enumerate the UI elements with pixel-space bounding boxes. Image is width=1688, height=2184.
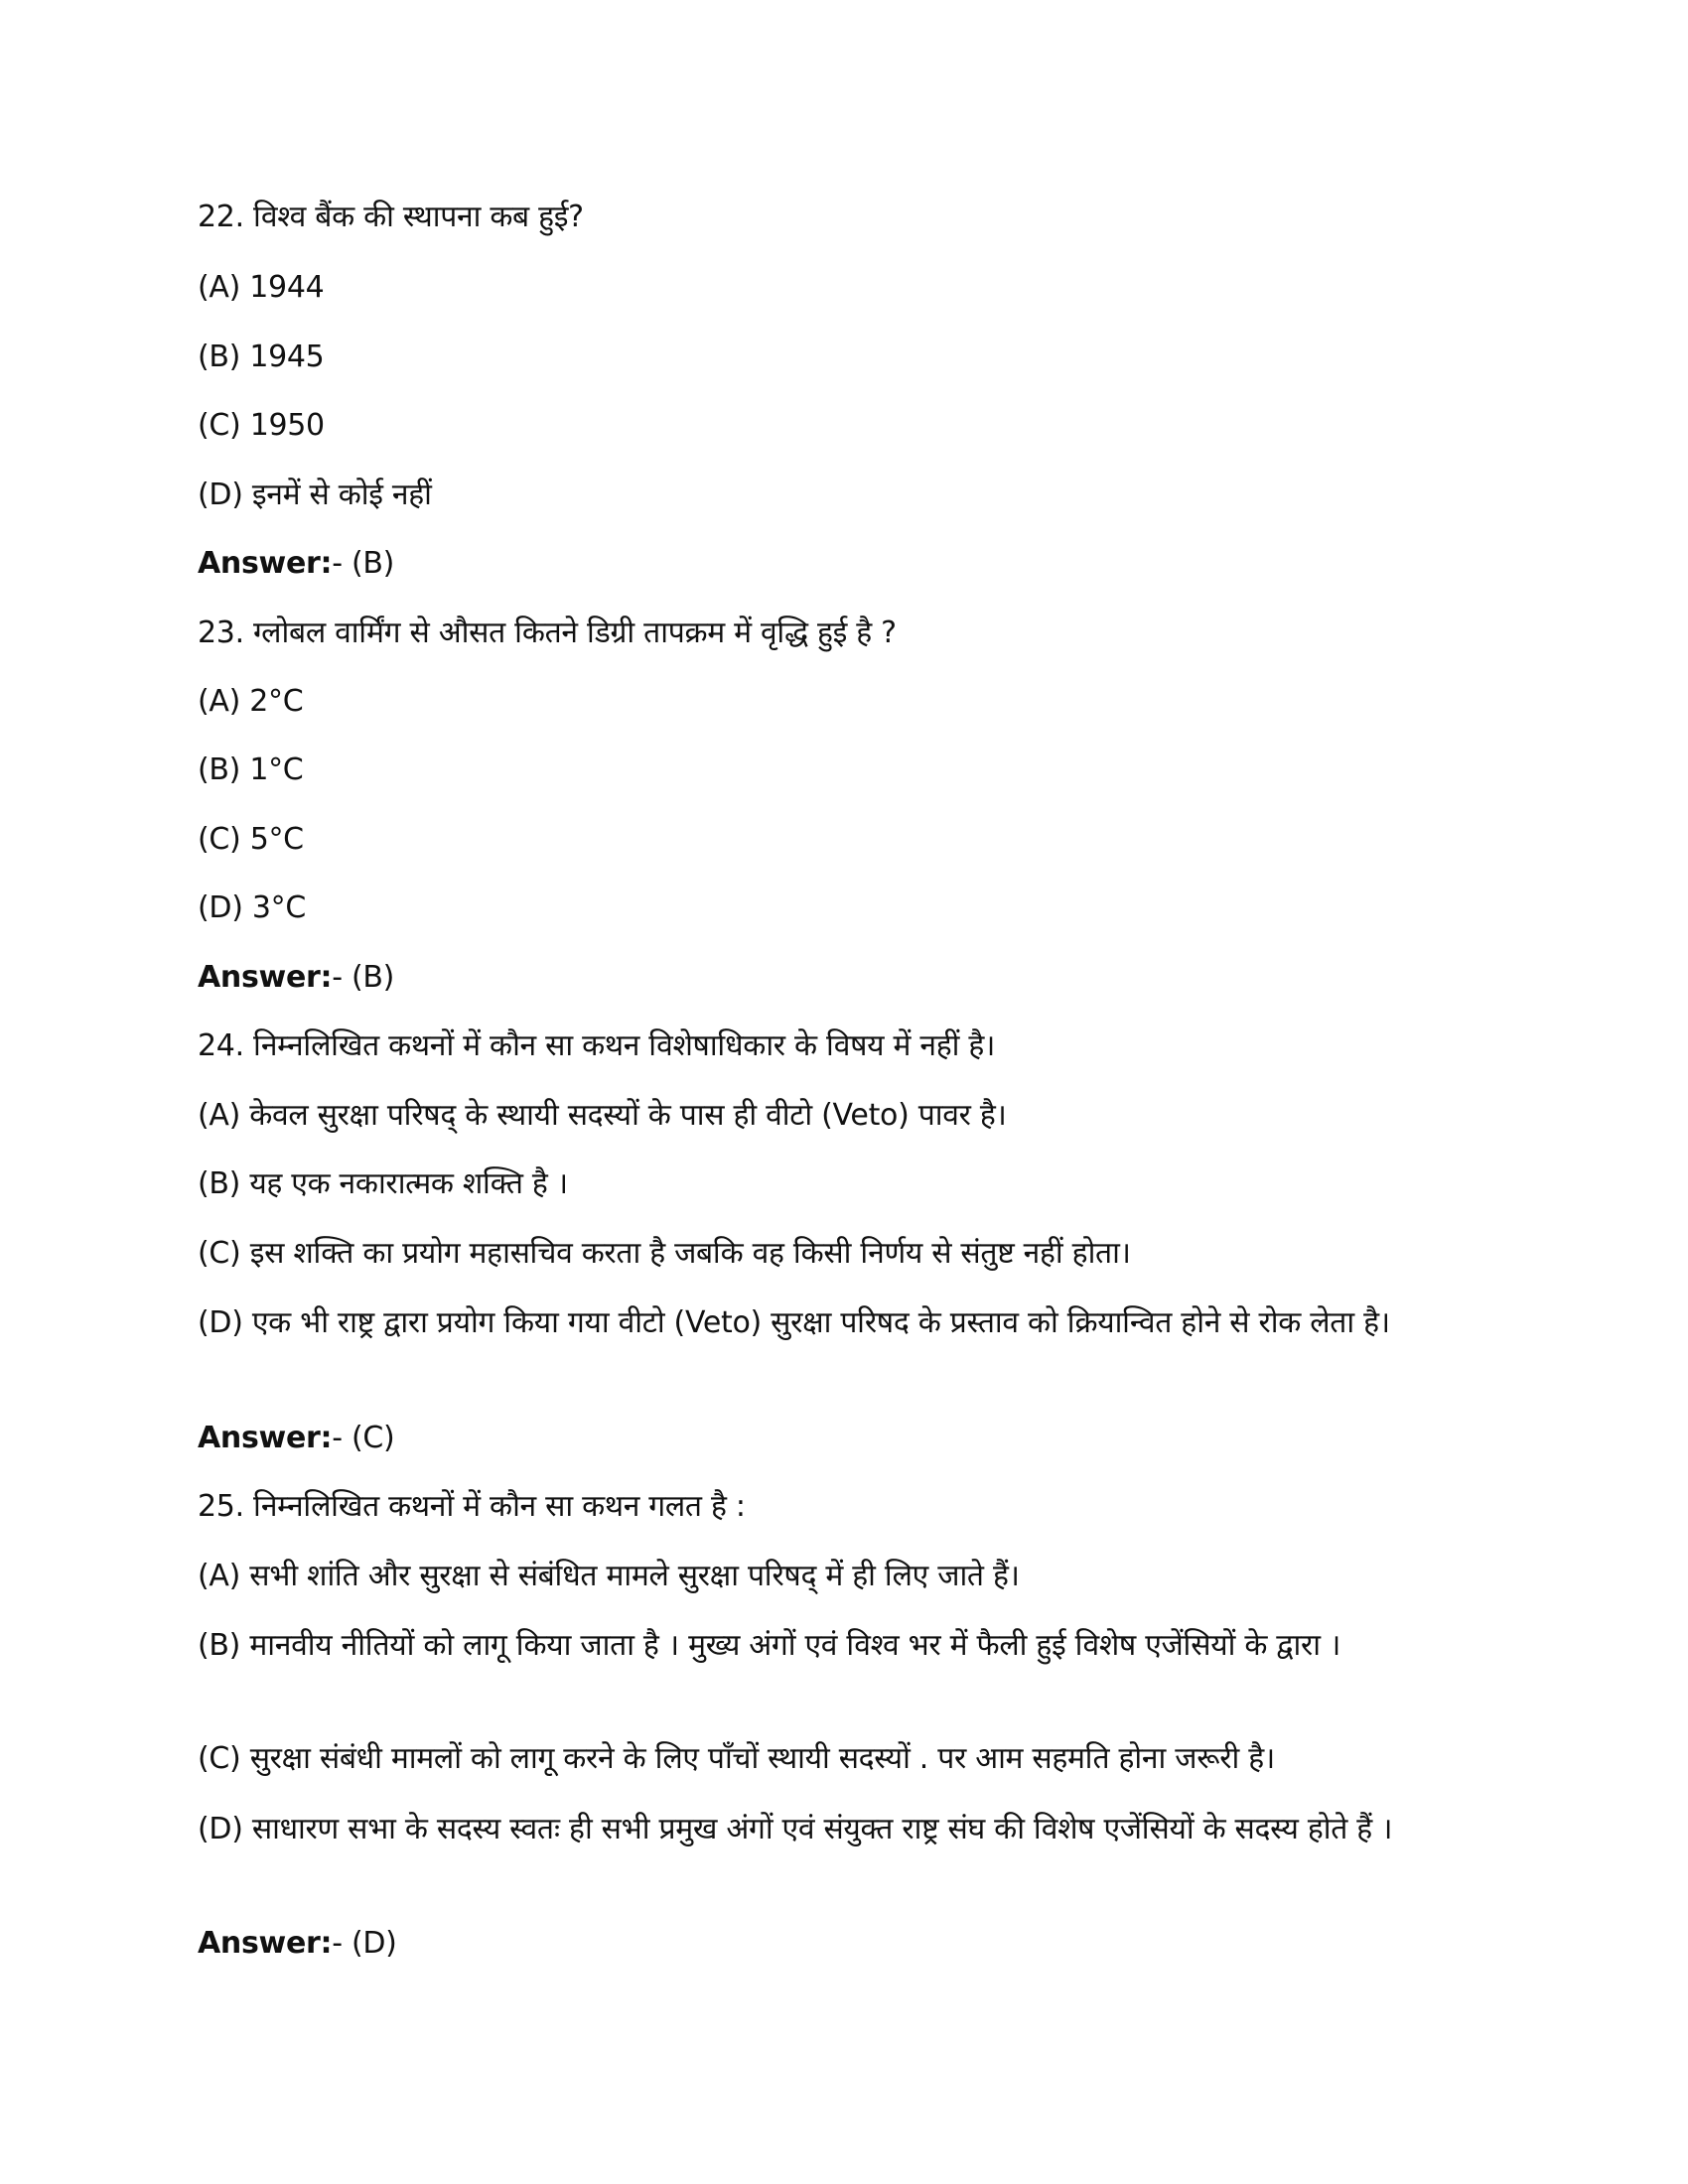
q22-option-b: (B) 1945: [198, 340, 325, 374]
q22-option-a: (A) 1944: [198, 270, 325, 305]
q25-option-a: (A) सभी शांति और सुरक्षा से संबंधित मामले सुरक्षा परिषद् में ही लिए जाते हैं।: [198, 1559, 1020, 1593]
q25-answer: [198, 1922, 1488, 1966]
answer-value: - (C): [332, 1421, 395, 1455]
question-22: 22. विश्व बैंक की स्थापना कब हुई?: [198, 200, 584, 234]
q23-option-a: (A) 2°C: [198, 684, 304, 719]
question-23: 23. ग्लोबल वार्मिंग से औसत कितने डिग्री तापक्रम में वृद्धि हुई है ?: [198, 615, 897, 650]
q23-option-d: (D) 3°C: [198, 890, 306, 925]
answer-label: Answer:: [198, 960, 333, 995]
answer-value: - (B): [332, 960, 395, 995]
q24-option-d: (D) एक भी राष्ट्र द्वारा प्रयोग किया गया वीटो (Veto) सुरक्षा परिषद के प्रस्ताव को क्रियान्वित होने से रोक लेता है।: [198, 1305, 1390, 1340]
q22-option-c: (C) 1950: [198, 408, 325, 443]
answer-value: - (B): [332, 546, 395, 581]
q23-option-c: (C) 5°C: [198, 822, 304, 857]
q25-option-b: (B) मानवीय नीतियों को लागू किया जाता है । मुख्य अंगों एवं विश्व भर में फैली हुई विशेष एजेंसियों के द्वारा ।: [198, 1628, 1341, 1663]
answer-label: Answer:: [198, 1926, 333, 1961]
q23-option-b: (B) 1°C: [198, 752, 304, 787]
q22-option-d: (D) इनमें से कोई नहीं: [198, 478, 432, 512]
q23-answer: [198, 956, 1488, 1000]
q24-option-b: (B) यह एक नकारात्मक शक्ति है ।: [198, 1166, 568, 1201]
answer-label: Answer:: [198, 546, 333, 581]
answer-value: - (D): [332, 1926, 397, 1961]
q25-option-c: (C) सुरक्षा संबंधी मामलों को लागू करने के लिए पाँचों स्थायी सदस्यों . पर आम सहमति होना जरूरी है।: [198, 1741, 1275, 1776]
question-25: 25. निम्नलिखित कथनों में कौन सा कथन गलत है :: [198, 1489, 746, 1524]
q22-answer: [198, 542, 1488, 586]
question-24: 24. निम्नलिखित कथनों में कौन सा कथन विशेषाधिकार के विषय में नहीं है।: [198, 1028, 996, 1063]
q24-option-a: (A) केवल सुरक्षा परिषद् के स्थायी सदस्यों के पास ही वीटो (Veto) पावर है।: [198, 1098, 1007, 1133]
q24-answer: [198, 1417, 1488, 1460]
q25-option-d: (D) साधारण सभा के सदस्य स्वतः ही सभी प्रमुख अंगों एवं संयुक्त राष्ट्र संघ की विशेष एजेंसियों के सदस्य होते हैं ।: [198, 1812, 1393, 1846]
answer-label: Answer:: [198, 1421, 333, 1455]
q24-option-c: (C) इस शक्ति का प्रयोग महासचिव करता है जबकि वह किसी निर्णय से संतुष्ट नहीं होता।: [198, 1236, 1131, 1271]
